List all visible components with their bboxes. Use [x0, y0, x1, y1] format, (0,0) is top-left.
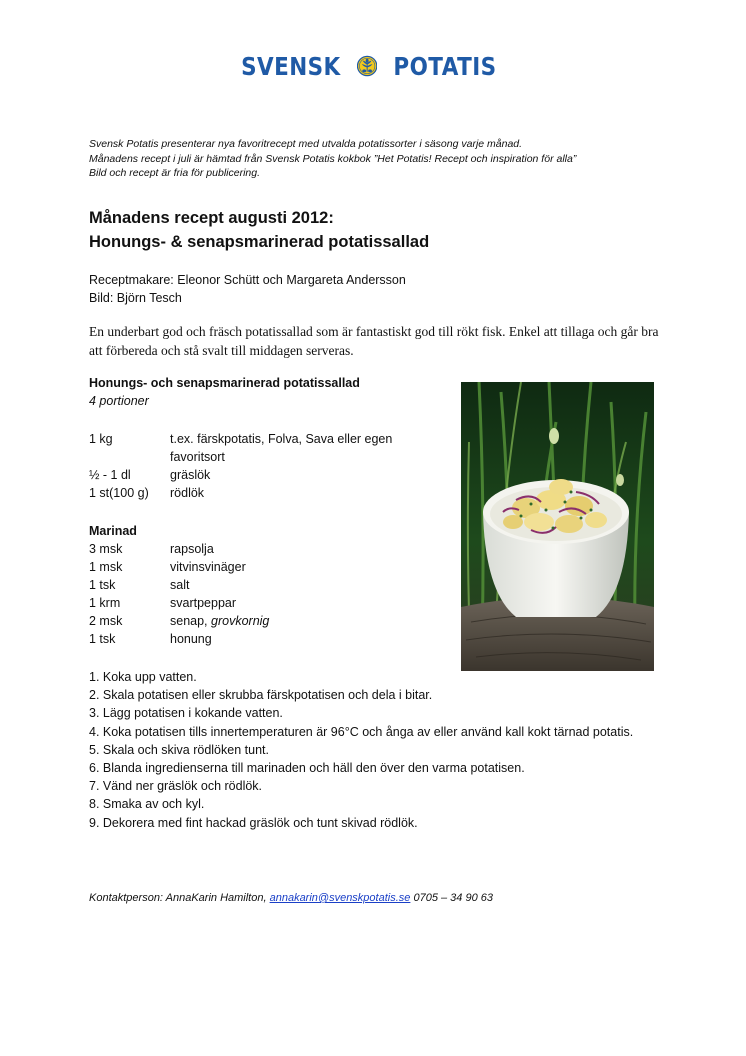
marinad-row	[89, 558, 449, 576]
contact-email-link[interactable]: annakarin@svenskpotatis.se	[269, 892, 411, 904]
marinad-list	[89, 540, 449, 648]
marinad-amount: 1 tsk	[89, 578, 116, 592]
marinad-item	[170, 576, 420, 594]
marinad-item-text: honung	[170, 632, 212, 646]
potato-plant-emblem-icon	[357, 45, 377, 87]
logo-word-left: SVENSK	[241, 51, 341, 81]
intro-line: Svensk Potatis presenterar nya favoritrecept med utvalda potatissorter i säsong varje månad.	[89, 138, 523, 150]
step-item: 9. Dekorera med fint hackad gräslök och tunt skivad rödlök.	[89, 815, 418, 830]
ingredient-amount: 1 st(100 g)	[89, 486, 149, 500]
marinad-amount: 1 tsk	[89, 632, 116, 646]
step-item: 4. Koka potatisen tills innertemperaturen är 96°C och ånga av eller använd kall kokt tärnad potatis.	[89, 724, 634, 739]
recipe-author: Receptmakare: Eleonor Schütt och Margareta Andersson	[89, 273, 406, 287]
potato-salad-photo	[461, 382, 654, 671]
ingredient-item: t.ex. färskpotatis, Folva, Sava eller egen favoritsort	[170, 432, 393, 464]
marinad-item	[170, 540, 420, 558]
marinad-item	[170, 630, 420, 648]
marinad-item-text: rapsolja	[170, 542, 214, 556]
marinad-row	[89, 594, 449, 612]
marinad-amount: 3 msk	[89, 542, 123, 556]
ingredient-amount: ½ - 1 dl	[89, 468, 131, 482]
step-item: 1. Koka upp vatten.	[89, 670, 197, 684]
ingredient-amount: 1 kg	[89, 432, 113, 446]
marinad-item-text: senap,	[170, 614, 212, 628]
recipe-header	[89, 374, 449, 410]
step-item: 3. Lägg potatisen i kokande vatten.	[89, 706, 283, 721]
marinad-item	[170, 612, 420, 630]
credits	[89, 271, 689, 307]
contact-line	[89, 891, 689, 905]
marinad-item-text: vitvinsvinäger	[170, 560, 246, 574]
recipe-photo	[461, 382, 654, 671]
marinad-heading: Marinad	[89, 524, 137, 538]
marinad-item-note: grovkornig	[211, 614, 270, 628]
marinad-item-text: salt	[170, 578, 190, 592]
ingredient-item: rödlök	[170, 486, 205, 500]
contact-person: Kontaktperson: AnnaKarin Hamilton,	[89, 892, 270, 904]
page-title	[89, 206, 689, 254]
title-line-2: Honungs- & senapsmarinerad potatissallad	[89, 233, 430, 251]
marinad-item-text: svartpeppar	[170, 596, 237, 610]
marinad-amount: 1 msk	[89, 560, 123, 574]
marinad-row	[89, 540, 449, 558]
ingredient-list	[89, 430, 449, 502]
marinad-amount: 2 msk	[89, 614, 123, 628]
marinad-row	[89, 630, 449, 648]
ingredient-row	[89, 430, 449, 466]
contact-phone: 0705 – 34 90 63	[410, 892, 493, 904]
intro-text	[89, 137, 689, 181]
recipe-portions: 4 portioner	[89, 394, 149, 408]
photo-credit: Bild: Björn Tesch	[89, 291, 182, 305]
marinad-amount: 1 krm	[89, 596, 121, 610]
step-item: 6. Blanda ingredienserna till marinaden och häll den över den varma potatisen.	[89, 761, 525, 776]
marinad-item	[170, 558, 420, 576]
title-line-1: Månadens recept augusti 2012:	[89, 209, 334, 227]
logo-word-right: POTATIS	[393, 51, 497, 81]
recipe-description: En underbart god och fräsch potatissallad som är fantastiskt god till rökt fisk. Enkel att tillaga och går bra att förbereda och stå svalt till middagen serveras.	[89, 324, 659, 358]
step-item: 8. Smaka av och kyl.	[89, 797, 205, 812]
ingredient-item: gräslök	[170, 468, 211, 482]
step-item: 2. Skala potatisen eller skrubba färskpotatisen och dela i bitar.	[89, 688, 433, 703]
recipe-steps	[89, 668, 659, 832]
step-item: 5. Skala och skiva rödlöken tunt.	[89, 742, 269, 757]
ingredient-row	[89, 466, 449, 484]
marinad-item	[170, 594, 420, 612]
marinad-row	[89, 576, 449, 594]
intro-line: Bild och recept är fria för publicering.	[89, 167, 260, 179]
ingredient-row	[89, 484, 449, 502]
step-item: 7. Vänd ner gräslök och rödlök.	[89, 779, 263, 794]
intro-line: Månadens recept i juli är hämtad från Svensk Potatis kokbok ”Het Potatis! Recept och inspiration för alla”	[89, 152, 577, 165]
brand-logo	[233, 40, 505, 92]
recipe-name: Honungs- och senapsmarinerad potatissallad	[89, 376, 360, 390]
marinad-row	[89, 612, 449, 630]
